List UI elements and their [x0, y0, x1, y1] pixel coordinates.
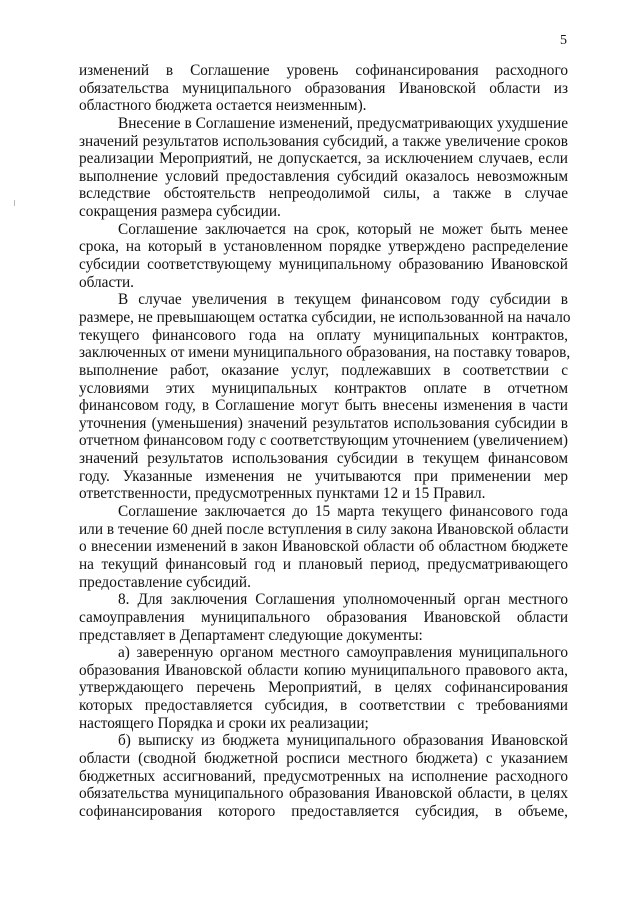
margin-mark [14, 200, 15, 206]
text-line: о внесении изменений в закон Ивановской области об областном бюджете [79, 538, 568, 556]
text-line: на текущий финансовый год и плановый период, предусматривающего [79, 555, 568, 573]
text-line: областного бюджета остается неизменным). [79, 97, 367, 115]
text-line: предоставление субсидий. [79, 573, 251, 591]
text-line: значений результатов использования субсидии в текущем финансовом [79, 450, 568, 468]
text-line: финансовом году, в Соглашение могут быть внесены изменения в части [79, 397, 568, 415]
text-line: которых предоставляется субсидия, в соответствии с требованиями [79, 697, 568, 715]
text-line: ответственности, предусмотренных пунктами 12 и 15 Правил. [79, 485, 486, 503]
text-line: Соглашение заключается на срок, который не может быть менее [118, 220, 568, 238]
paragraph [79, 62, 568, 115]
paragraph [79, 115, 568, 221]
text-line: обязательства муниципального образования Ивановской области, в целях [79, 785, 568, 803]
text-line: Внесение в Соглашение изменений, предусматривающих ухудшение [118, 114, 568, 132]
text-line: выполнение работ, оказание услуг, подлежавших в соответствии с [79, 361, 568, 379]
text-line: области (сводной бюджетной росписи местного бюджета) с указанием [79, 749, 568, 767]
paragraph [79, 591, 568, 644]
paragraph [79, 732, 568, 820]
text-line: отчетном финансовом году с соответствующим уточнением (увеличением) [79, 432, 568, 450]
text-line: или в течение 60 дней после вступления в силу закона Ивановской области [79, 520, 569, 538]
paragraph [79, 291, 571, 503]
text-line: срока, на который в установленном порядке утверждено распределение [79, 238, 568, 256]
text-line: условиями этих муниципальных контрактов оплате в отчетном [79, 379, 568, 397]
text-line: софинансирования которого предоставляется субсидия, в объеме, [79, 802, 568, 820]
text-line: образования Ивановской области копию муниципального правового акта, [79, 661, 568, 679]
text-line: вследствие обстоятельств непреодолимой силы, а также в случае [79, 185, 568, 203]
text-line: настоящего Порядка и сроки их реализации; [79, 714, 369, 732]
text-line: Соглашение заключается до 15 марта текущего финансового года [118, 503, 568, 521]
paragraph [79, 503, 568, 591]
text-line: выполнение условий предоставления субсидий оказалось невозможным [79, 167, 568, 185]
document-body [79, 62, 571, 821]
text-line: 8. Для заключения Соглашения уполномоченный орган местного [118, 591, 568, 609]
text-line: заключенных от имени муниципального образования, на поставку товаров, [79, 344, 571, 362]
paragraph [79, 221, 568, 292]
text-line: размере, не превышающем остатка субсидии, не использованной на начало [79, 308, 571, 326]
text-line: значений результатов использования субсидий, а также увеличение сроков [79, 132, 568, 150]
text-line: текущего финансового года на оплату муниципальных контрактов, [79, 326, 568, 344]
text-line: уточнения (уменьшения) значений результатов использования субсидии в [79, 414, 568, 432]
page-number: 5 [560, 33, 567, 48]
text-line: обязательства муниципального образования Ивановской области из [79, 79, 568, 97]
text-line: изменений в Соглашение уровень софинансирования расходного [79, 62, 568, 79]
text-line: области. [79, 273, 134, 291]
text-line: б) выписку из бюджета муниципального образования Ивановской [118, 732, 568, 750]
text-line: бюджетных ассигнований, предусмотренных на исполнение расходного [79, 767, 568, 785]
text-line: реализации Мероприятий, не допускается, за исключением случаев, если [79, 150, 568, 168]
text-line: сокращения размера субсидии. [79, 203, 281, 221]
text-line: году. Указанные изменения не учитываются при применении мер [79, 467, 568, 485]
text-line: а) заверенную органом местного самоуправления муниципального [118, 644, 568, 662]
text-line: самоуправления муниципального образования Ивановской области [79, 608, 568, 626]
text-line: утверждающего перечень Мероприятий, в целях софинансирования [79, 679, 568, 697]
text-line: субсидии соответствующему муниципальному образованию Ивановской [79, 256, 568, 274]
paragraph [79, 644, 568, 732]
text-line: представляет в Департамент следующие документы: [79, 626, 423, 644]
text-line: В случае увеличения в текущем финансовом году субсидии в [118, 291, 568, 309]
